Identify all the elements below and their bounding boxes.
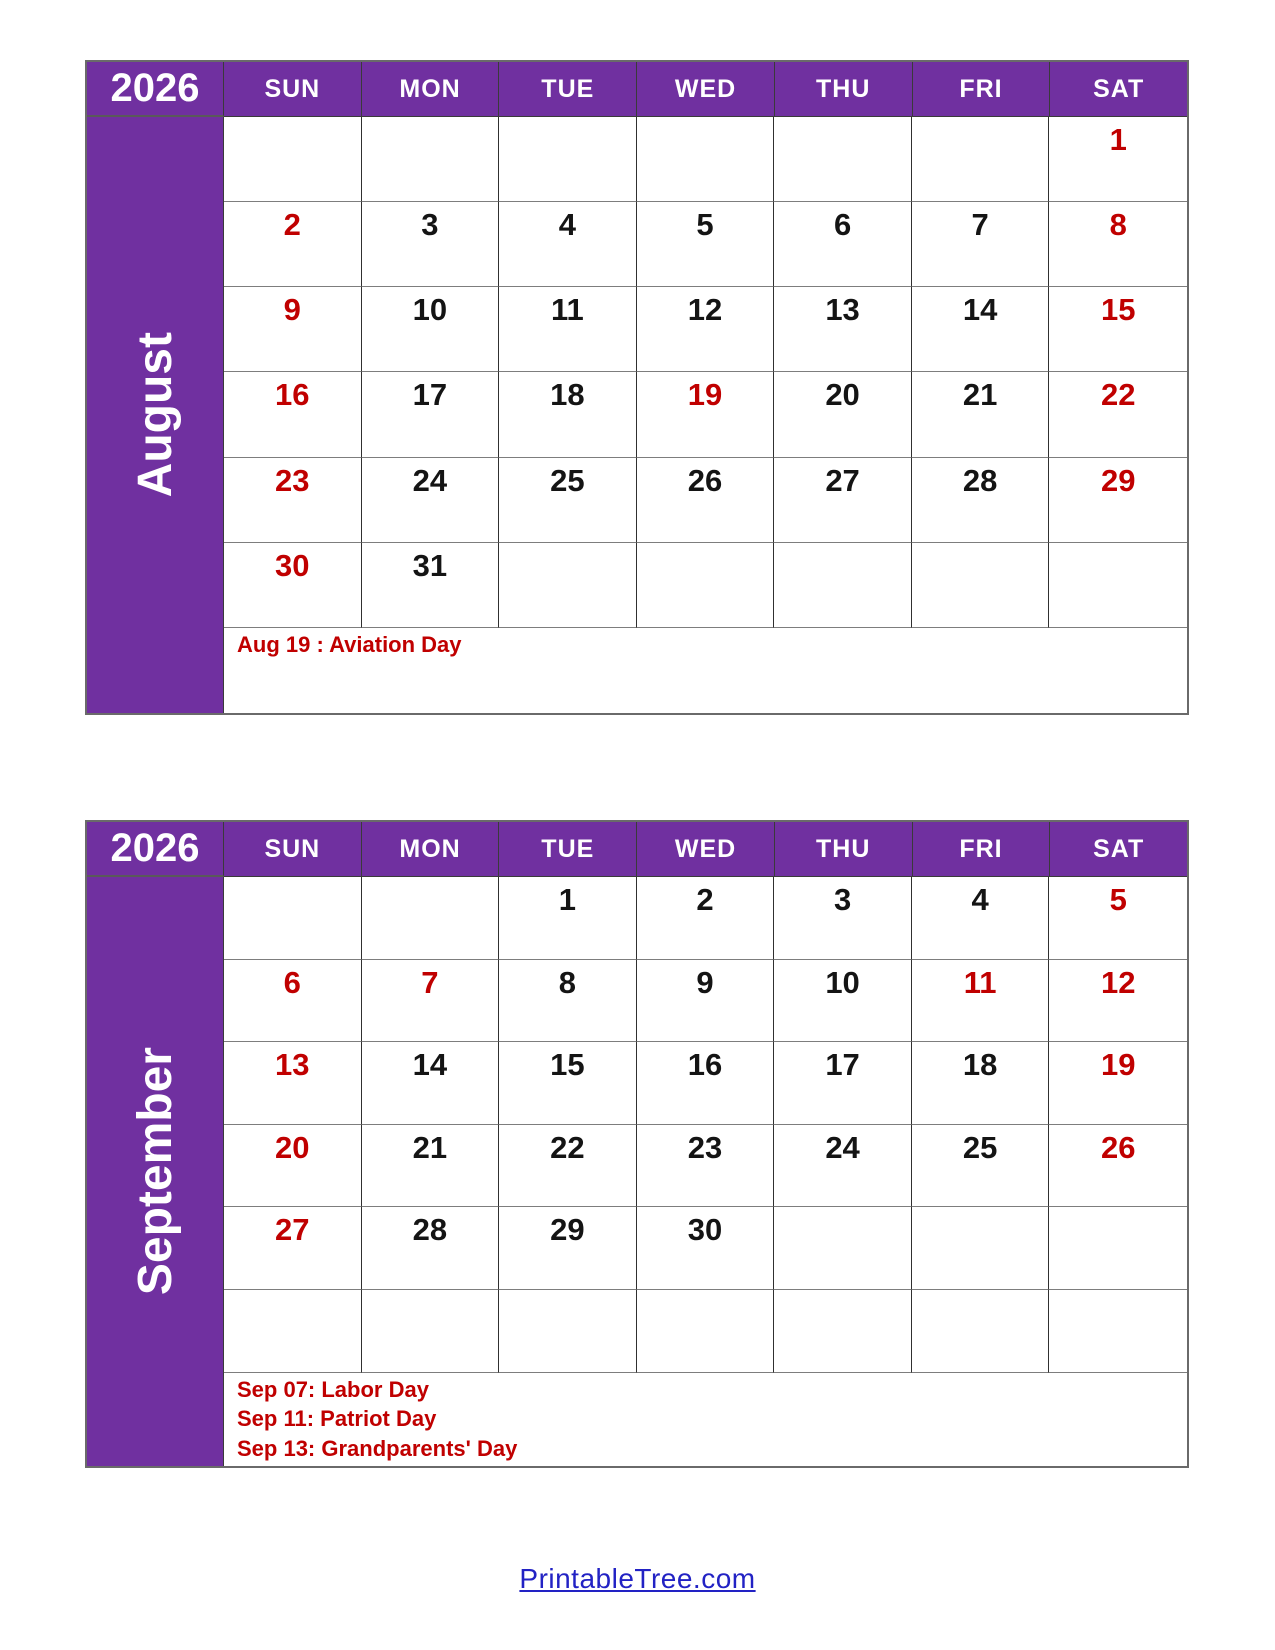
day-cell-september-26 bbox=[1049, 1125, 1187, 1208]
day-cell-empty bbox=[362, 877, 500, 960]
day-number: 16 bbox=[275, 377, 310, 413]
weekday-header-wed: WED bbox=[637, 62, 775, 117]
day-cell-august-19 bbox=[637, 372, 775, 457]
day-cell-august-4 bbox=[499, 202, 637, 287]
day-number: 13 bbox=[825, 292, 860, 328]
day-cell-empty bbox=[774, 1290, 912, 1373]
day-number: 17 bbox=[412, 377, 448, 413]
day-number: 9 bbox=[283, 292, 301, 328]
day-number: 4 bbox=[558, 207, 577, 243]
day-number: 13 bbox=[275, 1047, 310, 1083]
day-cell-september-9 bbox=[637, 960, 775, 1043]
month-sidebar bbox=[87, 877, 224, 1466]
day-number: 26 bbox=[1100, 1129, 1136, 1165]
day-cell-september-2 bbox=[637, 877, 775, 960]
day-cell-august-22 bbox=[1049, 372, 1187, 457]
day-cell-september-10 bbox=[774, 960, 912, 1043]
day-number: 19 bbox=[1100, 1047, 1136, 1083]
holiday-note: Aug 19 : Aviation Day bbox=[237, 631, 462, 657]
day-number: 20 bbox=[825, 377, 860, 413]
day-number: 21 bbox=[412, 1129, 448, 1165]
day-cell-august-25 bbox=[499, 458, 637, 543]
day-number: 3 bbox=[833, 882, 852, 917]
day-number: 19 bbox=[687, 377, 723, 413]
day-number: 18 bbox=[962, 1047, 998, 1083]
day-cell-september-30 bbox=[637, 1207, 775, 1290]
day-cell-august-26 bbox=[637, 458, 775, 543]
day-cell-empty bbox=[912, 1207, 1050, 1290]
day-cell-september-11 bbox=[912, 960, 1050, 1043]
day-number: 18 bbox=[550, 377, 585, 413]
day-cell-august-10 bbox=[362, 287, 500, 372]
year-label: 2026 bbox=[87, 62, 224, 117]
day-cell-september-7 bbox=[362, 960, 500, 1043]
day-cell-september-16 bbox=[637, 1042, 775, 1125]
month-name: September bbox=[128, 1047, 182, 1296]
weekday-header-mon: MON bbox=[362, 822, 500, 877]
day-cell-empty bbox=[774, 117, 912, 202]
day-number: 30 bbox=[275, 547, 310, 583]
day-number: 28 bbox=[962, 462, 998, 498]
weekday-header-sun: SUN bbox=[224, 62, 362, 117]
day-number: 8 bbox=[558, 964, 577, 1000]
day-cell-september-24 bbox=[774, 1125, 912, 1208]
day-cell-august-11 bbox=[499, 287, 637, 372]
day-cell-september-8 bbox=[499, 960, 637, 1043]
day-number: 17 bbox=[825, 1047, 860, 1083]
day-number: 23 bbox=[687, 1129, 723, 1165]
day-number: 25 bbox=[962, 1129, 998, 1165]
day-cell-september-1 bbox=[499, 877, 637, 960]
year-label: 2026 bbox=[87, 822, 224, 877]
weekday-header-tue: TUE bbox=[499, 62, 637, 117]
day-number: 14 bbox=[412, 1047, 448, 1083]
holiday-notes bbox=[224, 1373, 1187, 1466]
day-cell-empty bbox=[912, 1290, 1050, 1373]
day-number: 5 bbox=[696, 207, 714, 243]
day-number: 6 bbox=[283, 964, 301, 1000]
day-number: 6 bbox=[833, 207, 852, 243]
month-name: August bbox=[128, 332, 182, 498]
day-cell-empty bbox=[224, 1290, 362, 1373]
day-cell-august-14 bbox=[912, 287, 1050, 372]
day-cell-empty bbox=[499, 1290, 637, 1373]
day-cell-empty bbox=[362, 1290, 500, 1373]
day-number: 12 bbox=[687, 292, 723, 328]
day-cell-empty bbox=[499, 543, 637, 628]
day-cell-august-16 bbox=[224, 372, 362, 457]
day-cell-empty bbox=[774, 543, 912, 628]
day-cell-august-7 bbox=[912, 202, 1050, 287]
month-sidebar bbox=[87, 117, 224, 713]
day-cell-august-28 bbox=[912, 458, 1050, 543]
holiday-note: Sep 13: Grandparents' Day bbox=[237, 1436, 518, 1462]
day-cell-empty bbox=[774, 1207, 912, 1290]
day-cell-september-28 bbox=[362, 1207, 500, 1290]
day-number: 20 bbox=[275, 1129, 310, 1165]
day-cell-empty bbox=[637, 1290, 775, 1373]
day-cell-september-25 bbox=[912, 1125, 1050, 1208]
day-number: 15 bbox=[550, 1047, 585, 1083]
day-cell-august-9 bbox=[224, 287, 362, 372]
day-cell-august-30 bbox=[224, 543, 362, 628]
date-grid bbox=[224, 117, 1187, 713]
day-cell-empty bbox=[1049, 1290, 1187, 1373]
day-number: 22 bbox=[550, 1129, 585, 1165]
day-cell-august-15 bbox=[1049, 287, 1187, 372]
day-cell-august-6 bbox=[774, 202, 912, 287]
day-cell-august-1 bbox=[1049, 117, 1187, 202]
day-cell-september-5 bbox=[1049, 877, 1187, 960]
day-cell-empty bbox=[1049, 543, 1187, 628]
day-cell-august-8 bbox=[1049, 202, 1187, 287]
printabletree-link[interactable]: PrintableTree.com bbox=[519, 1563, 756, 1594]
day-cell-empty bbox=[224, 117, 362, 202]
weekday-header-sat: SAT bbox=[1050, 822, 1187, 877]
day-cell-august-29 bbox=[1049, 458, 1187, 543]
day-cell-august-17 bbox=[362, 372, 500, 457]
day-number: 3 bbox=[421, 207, 439, 243]
weekday-header-row bbox=[224, 822, 1187, 877]
day-cell-august-2 bbox=[224, 202, 362, 287]
day-number: 7 bbox=[971, 207, 989, 243]
day-number: 16 bbox=[687, 1047, 723, 1083]
date-grid bbox=[224, 877, 1187, 1466]
weekday-header-mon: MON bbox=[362, 62, 500, 117]
day-number: 9 bbox=[696, 964, 714, 1000]
day-cell-august-21 bbox=[912, 372, 1050, 457]
day-cell-empty bbox=[637, 543, 775, 628]
day-cell-august-24 bbox=[362, 458, 500, 543]
day-number: 28 bbox=[412, 1212, 448, 1248]
weekday-header-thu: THU bbox=[775, 822, 913, 877]
day-cell-september-22 bbox=[499, 1125, 637, 1208]
day-cell-empty bbox=[912, 543, 1050, 628]
day-cell-august-23 bbox=[224, 458, 362, 543]
calendar-august bbox=[85, 60, 1189, 715]
day-cell-august-18 bbox=[499, 372, 637, 457]
day-number: 1 bbox=[558, 882, 577, 917]
day-cell-september-29 bbox=[499, 1207, 637, 1290]
day-number: 21 bbox=[962, 377, 998, 413]
day-number: 25 bbox=[550, 462, 585, 498]
day-cell-august-31 bbox=[362, 543, 500, 628]
day-cell-empty bbox=[637, 117, 775, 202]
day-number: 2 bbox=[283, 207, 301, 243]
day-cell-august-27 bbox=[774, 458, 912, 543]
day-number: 24 bbox=[825, 1129, 860, 1165]
day-cell-august-13 bbox=[774, 287, 912, 372]
day-cell-september-19 bbox=[1049, 1042, 1187, 1125]
holiday-notes bbox=[224, 628, 1187, 713]
footer bbox=[0, 1563, 1275, 1595]
day-number: 10 bbox=[825, 964, 860, 1000]
day-cell-september-12 bbox=[1049, 960, 1187, 1043]
day-number: 4 bbox=[971, 882, 989, 917]
day-number: 1 bbox=[1109, 122, 1127, 157]
day-cell-september-21 bbox=[362, 1125, 500, 1208]
day-number: 8 bbox=[1109, 207, 1127, 243]
day-cell-september-20 bbox=[224, 1125, 362, 1208]
day-cell-empty bbox=[224, 877, 362, 960]
day-number: 5 bbox=[1109, 882, 1127, 917]
day-number: 29 bbox=[550, 1212, 585, 1248]
day-cell-empty bbox=[499, 117, 637, 202]
day-cell-september-15 bbox=[499, 1042, 637, 1125]
weekday-header-tue: TUE bbox=[499, 822, 637, 877]
day-cell-august-12 bbox=[637, 287, 775, 372]
day-number: 29 bbox=[1100, 462, 1136, 498]
day-cell-september-18 bbox=[912, 1042, 1050, 1125]
day-cell-september-13 bbox=[224, 1042, 362, 1125]
day-cell-august-5 bbox=[637, 202, 775, 287]
day-number: 26 bbox=[687, 462, 723, 498]
day-cell-september-27 bbox=[224, 1207, 362, 1290]
holiday-note: Sep 11: Patriot Day bbox=[237, 1406, 437, 1432]
holiday-note: Sep 07: Labor Day bbox=[237, 1376, 429, 1402]
day-number: 7 bbox=[421, 964, 439, 1000]
weekday-header-fri: FRI bbox=[913, 822, 1051, 877]
day-number: 23 bbox=[275, 462, 310, 498]
day-number: 15 bbox=[1100, 292, 1136, 328]
day-number: 31 bbox=[412, 547, 448, 583]
weekday-header-wed: WED bbox=[637, 822, 775, 877]
day-number: 2 bbox=[696, 882, 714, 917]
day-number: 22 bbox=[1100, 377, 1136, 413]
weekday-header-fri: FRI bbox=[913, 62, 1051, 117]
weekday-header-row bbox=[224, 62, 1187, 117]
day-cell-september-4 bbox=[912, 877, 1050, 960]
day-number: 11 bbox=[963, 964, 997, 1000]
day-number: 10 bbox=[412, 292, 448, 328]
weekday-header-thu: THU bbox=[775, 62, 913, 117]
day-number: 12 bbox=[1100, 964, 1136, 1000]
day-cell-september-17 bbox=[774, 1042, 912, 1125]
day-number: 30 bbox=[687, 1212, 723, 1248]
weekday-header-sat: SAT bbox=[1050, 62, 1187, 117]
day-number: 14 bbox=[962, 292, 998, 328]
day-number: 24 bbox=[412, 462, 448, 498]
day-cell-august-20 bbox=[774, 372, 912, 457]
day-cell-september-23 bbox=[637, 1125, 775, 1208]
day-cell-september-3 bbox=[774, 877, 912, 960]
day-cell-empty bbox=[912, 117, 1050, 202]
calendar-september bbox=[85, 820, 1189, 1468]
day-cell-empty bbox=[362, 117, 500, 202]
day-number: 27 bbox=[825, 462, 860, 498]
day-number: 11 bbox=[551, 292, 584, 328]
day-cell-august-3 bbox=[362, 202, 500, 287]
day-cell-empty bbox=[1049, 1207, 1187, 1290]
day-cell-september-6 bbox=[224, 960, 362, 1043]
weekday-header-sun: SUN bbox=[224, 822, 362, 877]
day-cell-september-14 bbox=[362, 1042, 500, 1125]
day-number: 27 bbox=[275, 1212, 310, 1248]
